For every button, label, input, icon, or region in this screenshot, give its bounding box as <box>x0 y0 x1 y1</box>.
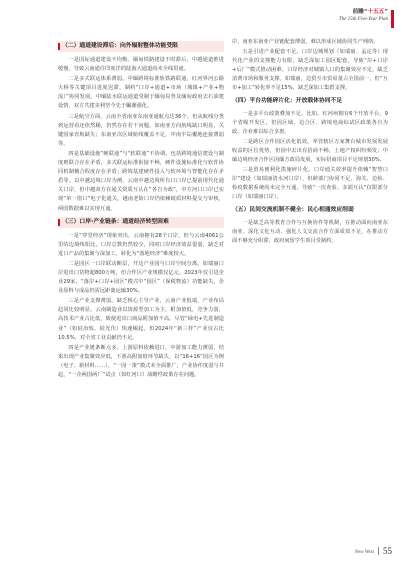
footer-divider <box>378 547 379 555</box>
paragraph: 二是园区一口岸联动断层，开边产业园与口岸空间分离。如瑞丽口岸进出口货物超800万吨，但合作区产业规模仅亿元。2023年仅引进企业29家，“落岸+口岸+园区”模式中“园区”（保税物流）功能缺失，企业原料与成品仍需远距离运输30%。 <box>58 260 224 295</box>
paragraph: 四是基础设施“硬联通”与“软联通”不协调。包括跨境通信建设与制度则联合存在矛盾，多式联运标准衔接不畅，硬件设施标准化与软件协同机制耦合程度存在矛盾；跨境基建硬件投入与软环境与智能化存在矛盾等。以中越边境口岸为例，云南中越边境所有口口岸已提前现代化通关口岸，但中越双方在通关资质互认在“各自为政”，中方河口口岸已实现“单一窗口”电子化通关，越南老街口岸仍依赖纸质材料提交与审核，两国数据难以实现互通。 <box>58 150 224 212</box>
paragraph: 一是缺乏高等教育合作与互换协作等机制，在推动面向南亚东南亚、深化文化互动、强化人文交流合作方面成效不足，在推动方面不够充分阻滞，政府间留学生项目受制约。 <box>232 219 388 244</box>
column-accent: “十五五” <box>363 9 388 15</box>
paragraph: 三是贸易便利化措施碎片化。口岸通关效率提升依赖“智慧口岸”建设（如瑞丽清水河口岸），但跨部门协同不足，海关、边检、检疫数据系统尚未完全互通，导致“一次查验、多端互认”仅限部分口岸（如瑞丽口岸）。 <box>232 167 388 201</box>
header-accent-bar <box>391 10 394 28</box>
footer-magazine-name: New West <box>354 549 374 555</box>
magazine-english-title: The 15th Five-Year Plan <box>338 17 388 22</box>
section-heading-4: （四）平台功能碎片化：开放载体协同不足 <box>232 97 343 104</box>
section-heading-3: （三）口岸-产业链条：通道经济转型困难 <box>58 217 224 228</box>
paragraph: 四是产业链条断点多，上游原料依赖进口，中游加工能力薄弱，结果出现产业集聚效应低，下游高附加值环节缺失。以“16+16”园区为例（电子、新材料……），“一园一策”模式未全面推广，产业协作度弱与并起，“一企两国两厂”试点（如红河口）战略性政策存在问题。 <box>58 344 224 378</box>
paragraph: 岸，南亚东南亚产业链配套薄弱，难以形成区域协同生产网络。 <box>232 39 379 45</box>
paragraph: 三是航空方面，云南全省南亚东南亚通航点达36个，但从航线分类到运营看还依然稀，仍然存在若干问题，如南亚方向航线缺口明显，关键国家直航缺失；东南亚次区域航线覆盖不足，中南半岛覆地连接薄弱等。 <box>58 113 224 147</box>
column-prefix: 前瞻 <box>352 9 364 15</box>
paragraph: 一是国际通道建设不均衡。缅甸铁路建设不时滞后，中越通道推进缓慢，导致云南通往印度洋的陆海大通道尚未全线贯通。 <box>58 57 224 73</box>
right-column <box>232 38 388 247</box>
left-column <box>58 38 224 381</box>
section-heading-2: （二）通道建设滞后：向外辐射整体功能受限 <box>58 41 224 52</box>
page-footer <box>355 546 392 556</box>
paragraph: 三是产业支撑薄弱。缺乏核心主导产业，云南产业低端，产业布局趋同比较明显，云南制造业以资源型加工为主，附加值低，竞争力弱，高技术产业占比低，致使进出口商品附加值不高。尽管“绿电+先进制造业”（如硅冶炼、硅光伏）快速崛起，但2024年“新三样”产业仅占比10.5%，对全省工业贡献仍不足。 <box>58 298 224 341</box>
paragraph: 二是多式联运体系薄弱。中缅跨境标准轨铁路联通，红河界河公路大桥等关键项目进度迟滞，制约“口岸+通道+市场（城镇+产业+物流）”协同发展。中缅陆水联运通道受制于缅甸局势及缅甸政府去石油建设情，双方共建美利坚今先于瞩潮强化。 <box>58 76 224 110</box>
page-header <box>268 8 388 34</box>
paragraph: 一是“穿堂经济”现象突出。云南拥有28个口岸，但与云南4061公里的边境线相比，口岸总数仍然较少，同时口岸经济效益很弱，缺乏对进口产品的集聚与深加工，转化为“落地经济”难度较大。 <box>58 232 224 257</box>
paragraph: 二是跨区合作园区活化低效。率管辖区万家舞台城市发展发展收益的区位优势，但园中去出有招商不畅，土地产权纠纷频发；中缅边境经济合作区因缅方政局发展，实际招商项目不足规划30%。 <box>232 138 388 164</box>
page-number: 55 <box>383 546 392 556</box>
paragraph: 一是多平台政策叠加不足。比如，红河州拥有6个开放平台，9个省级开发区，但因区域、边合区、跨境电商综试区政策各自为政，企业难以综合享惠。 <box>232 110 388 135</box>
column-title <box>268 8 388 16</box>
section-heading-5: （五）民间交流机制不健全：民心相通效应削弱 <box>232 206 354 213</box>
paragraph: 五是引进产业配套不足。口岸边城规划（如瑞丽、孟定等）现代化产业的支撑能力有限，缺乏深加工园区配套，导致“岸+口岸+后厂”模式推动困难。口岸经济对城镇人口的集聚效应不足，缺乏消费市场和服务支撑。如瑞丽，边贸互市贸易量占全国前一，但“互市+加工”转化率不足15%，缺乏深加工集群支撑。 <box>232 49 388 92</box>
